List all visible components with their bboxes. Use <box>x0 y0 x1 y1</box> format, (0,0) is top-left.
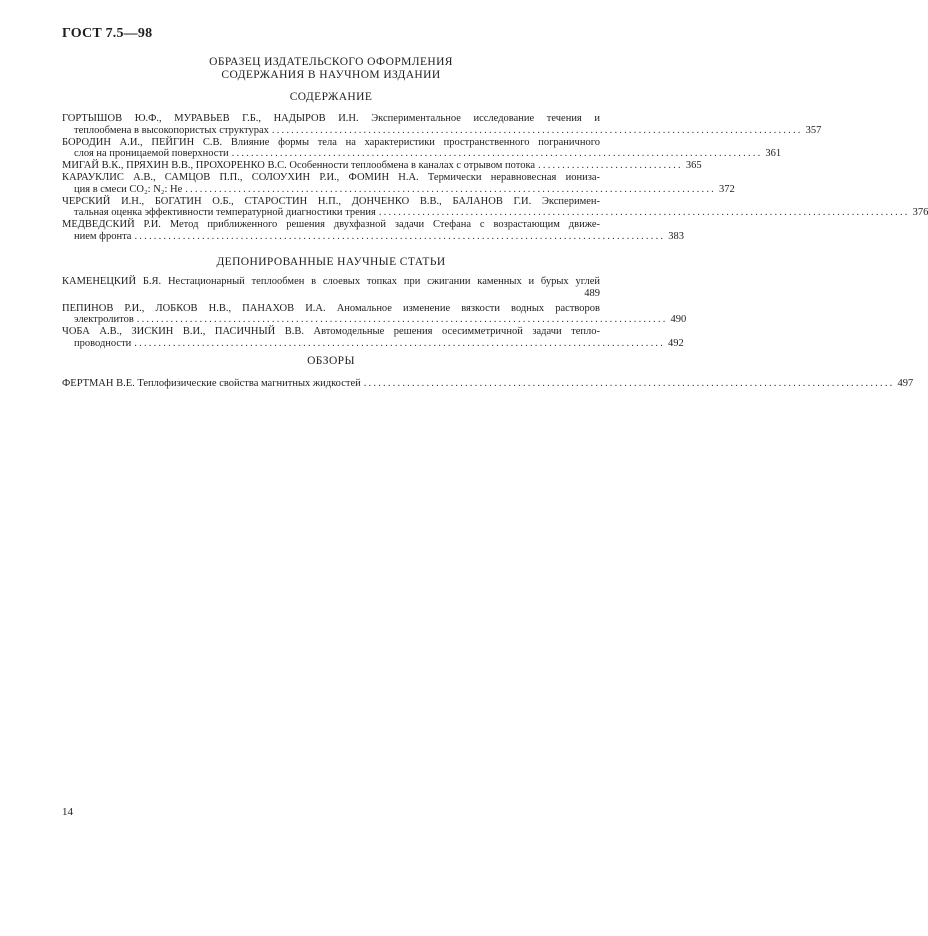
toc-entry <box>62 195 928 220</box>
entry-text: ФЕРТМАН В.Е. Теплофизические свойства магнитных жидкостей <box>62 378 361 389</box>
deposited-list <box>62 276 687 350</box>
leader-dots: .............................. <box>538 160 683 172</box>
contents-list <box>62 113 928 243</box>
document-title-line-2: СОДЕРЖАНИЯ В НАУЧНОМ ИЗДАНИИ <box>221 68 441 81</box>
entry-page: 357 <box>805 124 822 136</box>
standard-header: ГОСТ 7.5—98 <box>62 26 153 41</box>
reviews-list <box>62 378 914 390</box>
leader-dots: .............................................................................................................. <box>231 148 763 160</box>
entry-text: МЕДВЕДСКИЙ Р.И. Метод приближенного решения двухфазной задачи Стефана с возрастающим движе- <box>62 219 600 231</box>
entry-text-cont: слоя на проницаемой поверхности <box>74 148 229 160</box>
entry-text-cont: теплообмена в высокопористых структурах <box>74 124 269 136</box>
leader-dots: .............................................................................................................. <box>134 337 666 349</box>
document-title-line-1: ОБРАЗЕЦ ИЗДАТЕЛЬСКОГО ОФОРМЛЕНИЯ <box>209 56 453 68</box>
leader-dots: .............................................................................................................. <box>363 378 895 389</box>
entry-text: ПЕПИНОВ Р.И., ЛОБКОВ Н.В., ПАНАХОВ И.А. Аномальное изменение вязкости водных растворов <box>62 302 600 314</box>
entry-text: ГОРТЫШОВ Ю.Ф., МУРАВЬЕВ Г.Б., НАДЫРОВ И.Н. Экспериментальное исследование течения и <box>62 113 600 124</box>
leader-dots: .............................................................................................................. <box>185 183 716 195</box>
deposited-heading: ДЕПОНИРОВАННЫЕ НАУЧНЫЕ СТАТЬИ <box>216 256 446 268</box>
entry-text-cont: ция в смеси CO₂: N₂: He <box>74 183 183 195</box>
entry-page: 383 <box>668 230 684 242</box>
entry-text-cont: тальная оценка эффективности температурной диагностики трения <box>74 207 376 219</box>
entry-page: 492 <box>668 337 684 349</box>
leader-dots: .............................................................................................................. <box>136 314 668 326</box>
entry-text-cont: нием фронта <box>74 230 132 242</box>
entry-page: 497 <box>897 378 914 389</box>
entry-text: ЧОБА А.В., ЗИСКИН В.И., ПАСИЧНЫЙ В.В. Автомодельные решения осесимметричной задачи тепло- <box>62 326 600 338</box>
entry-page: 376 <box>912 207 928 219</box>
leader-dots: .............................................................................................................. <box>271 124 803 136</box>
entry-text: КАМЕНЕЦКИЙ Б.Я. Нестационарный теплообмен в слоевых топках при сжигании каменных и бурых углей <box>62 276 600 287</box>
toc-entry <box>62 136 782 161</box>
entry-text-cont: электролитов <box>74 314 134 326</box>
toc-entry <box>62 276 600 300</box>
entry-page: 490 <box>670 314 687 326</box>
document-title <box>62 56 600 81</box>
leader-dots: .............................................................................................................. <box>134 230 666 242</box>
entry-text-cont: проводности <box>74 337 132 349</box>
entry-page: 489 <box>584 287 600 299</box>
toc-entry <box>62 160 702 172</box>
entry-text: ЧЕРСКИЙ И.Н., БОГАТИН О.Б., СТАРОСТИН Н.П., ДОНЧЕНКО В.В., БАЛАНОВ Г.И. Эксперимен- <box>62 195 600 207</box>
entry-text: БОРОДИН А.И., ПЕЙГИН С.В. Влияние формы тела на характеристики пространственного пограничного <box>62 136 600 148</box>
page-number: 14 <box>62 806 73 818</box>
entry-text: КАРАУКЛИС А.В., САМЦОВ П.П., СОЛОУХИН Р.И., ФОМИН Н.А. Термически неравновесная иониза- <box>62 171 600 183</box>
toc-entry <box>62 171 735 196</box>
reviews-heading: ОБЗОРЫ <box>307 355 355 367</box>
toc-entry <box>62 326 684 350</box>
entry-page: 365 <box>685 160 702 172</box>
leader-dots: .............................................................................................................. <box>378 207 910 219</box>
entry-text: МИГАЙ В.К., ПРЯХИН В.В., ПРОХОРЕНКО В.С. Особенности теплообмена в каналах с отрывом потока <box>62 160 536 172</box>
toc-entry <box>62 113 822 137</box>
toc-entry <box>62 302 687 327</box>
entry-page: 372 <box>718 183 735 195</box>
toc-entry <box>62 378 914 390</box>
entry-page: 361 <box>765 148 782 160</box>
contents-heading: СОДЕРЖАНИЕ <box>289 91 373 103</box>
toc-entry <box>62 219 684 243</box>
